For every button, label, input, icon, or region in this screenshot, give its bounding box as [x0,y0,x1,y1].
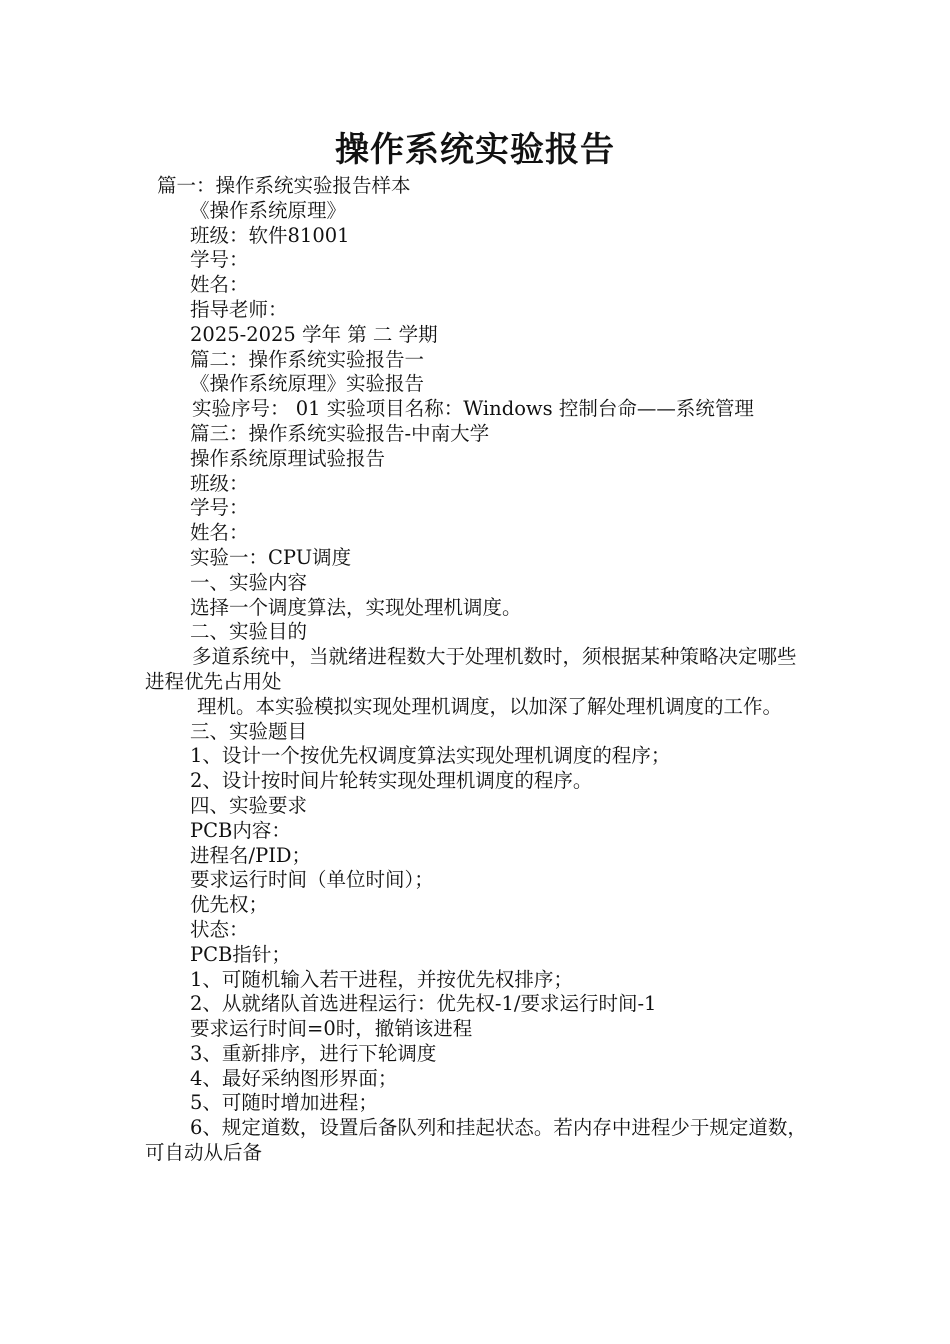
text-line: 操作系统原理试验报告 [190,446,386,470]
text-line: 《操作系统原理》实验报告 [190,372,425,396]
text-line: 选择一个调度算法，实现处理机调度。 [190,595,522,619]
text-line: 3、重新排序，进行下轮调度 [190,1041,437,1065]
text-line: 1、可随机输入若干进程，并按优先权排序； [190,967,573,991]
text-line: 1、设计一个按优先权调度算法实现处理机调度的程序； [190,744,671,768]
text-line: 指导老师： [190,297,288,321]
text-line: 篇一：操作系统实验报告样本 [157,174,411,197]
text-line: 6、规定道数，设置后备队列和挂起状态。若内存中进程少于规定道数，可自动从后备 [145,1116,807,1165]
text-line: PCB内容： [190,818,291,842]
text-line: 四、实验要求 [190,793,308,817]
text-line: 多道系统中，当就绪进程数大于处理机数时，须根据某种策略决定哪些进程优先占用处 [145,645,797,693]
text-line: 实验序号： 01 实验项目名称：Windows 控制台命——系统管理 [192,397,754,421]
text-line: 姓名： [190,273,249,297]
document-title: 操作系统实验报告 [335,130,615,170]
text-line: 2025-2025 学年 第 二 学期 [190,322,438,346]
text-line: 实验一：CPU调度 [190,545,352,569]
text-line: 状态： [190,917,249,941]
text-line: 理机。本实验模拟实现处理机调度，以加深了解处理机调度的工作。 [197,694,783,718]
text-line: 要求运行时间（单位时间）； [190,868,434,892]
text-line: 一、实验内容 [190,570,308,594]
text-line: 4、最好采纳图形界面； [190,1066,398,1090]
document-body [145,174,810,1166]
text-line: 5、可随时增加进程； [190,1091,378,1115]
text-line: 进程名/PID； [190,843,312,867]
text-line: 要求运行时间=0时，撤销该进程 [190,1017,473,1041]
text-line: 篇二：操作系统实验报告一 [190,347,425,371]
text-line: 姓名： [190,521,249,545]
text-line: PCB指针； [190,942,291,966]
text-line: 篇三：操作系统实验报告-中南大学 [190,421,490,445]
text-line: 班级：软件81001 [190,223,350,247]
text-line: 《操作系统原理》 [190,198,347,222]
text-line: 优先权； [190,893,269,917]
text-line: 学号： [190,496,249,520]
text-line: 二、实验目的 [190,620,308,644]
text-line: 班级： [190,471,249,495]
text-line: 2、从就绪队首选进程运行：优先权-1/要求运行时间-1 [190,992,657,1016]
text-line: 2、设计按时间片轮转实现处理机调度的程序。 [190,769,593,793]
text-line: 学号： [190,248,249,272]
text-line: 三、实验题目 [190,719,308,743]
